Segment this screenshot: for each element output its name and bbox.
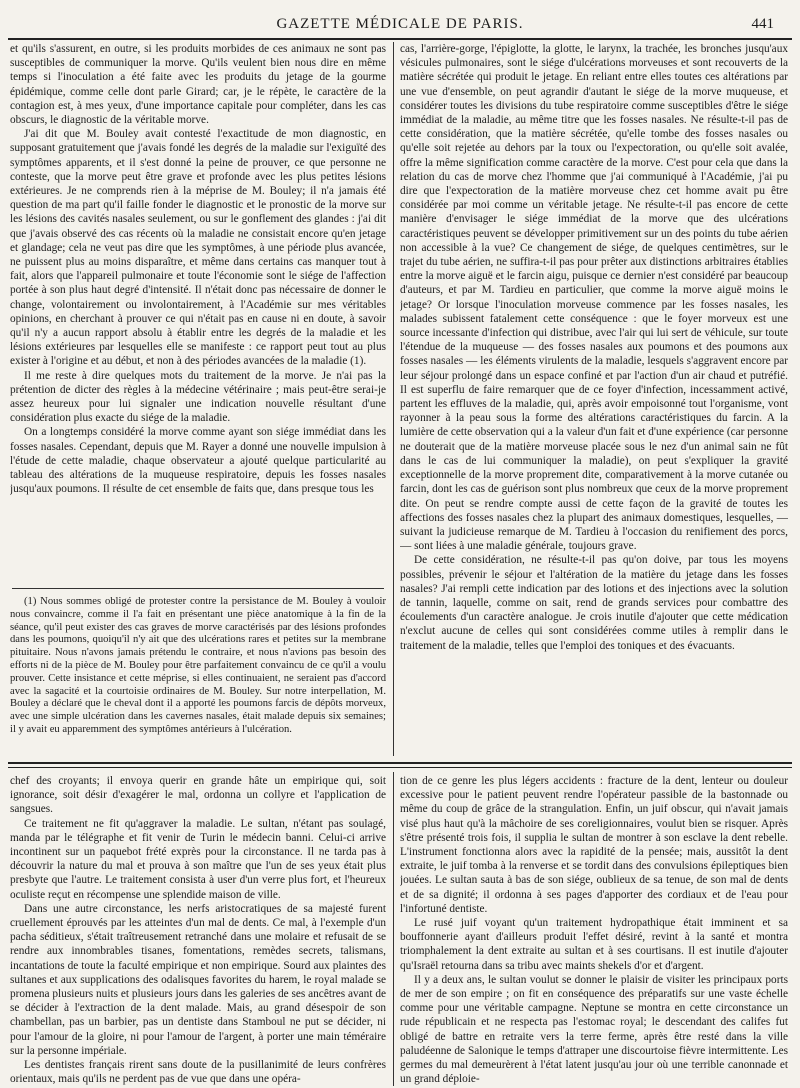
paragraph: Dans une autre circonstance, les nerfs aristocratiques de sa majesté furent cruellement éprouvés par les atteintes d'un mal de dents. Ce mal, à l'exemple d'un pacha séditieux, s'était traîtreusement retranché dans une molaire et refusait de se rendre aux innombrables tisanes, fomentations, remèdes secrets, talismans, incantations de toute la faculté empirique et non empirique. Sourd aux plaintes des sultanes et aux supplications des odalisques favorites du harem, le royal malade se promena plusieurs nuits et plusieurs jours dans les galeries de ses ancêtres avant de se décider à l'extraction de la dent malade. Mais, au grand désespoir de son chambellan, pas un barbier, pas un dentiste dans Stamboul ne put se décider, ni pour l'amour de la gloire, ni pour l'amour de l'argent, à porter une main téméraire sur la personne impériale. <box>10 902 386 1057</box>
paragraph: et qu'ils s'assurent, en outre, si les produits morbides de ces animaux ne sont pas susceptibles de communiquer la morve. Qu'ils veulent bien nous dire en même temps si l'inoculation a été faite avec les produits du jetage de la gourme épidémique, comme celle dont parle Girard; car, je le répète, le caractère de la contagion est, à mes yeux, d'une importance capitale pour compléter, dans les cas obscurs, le diagnostic de la véritable morve. <box>10 43 386 127</box>
paragraph: Il me reste à dire quelques mots du traitement de la morve. Je n'ai pas la prétention de dicter des règles à la médecine vétérinaire ; mais peut-être serai-je assez heureux pour lui signaler une indication nouvelle résultant d'une considération plus exacte du siége de la maladie. <box>10 369 386 425</box>
bottom-column-divider <box>393 772 394 1086</box>
column-divider <box>393 42 394 756</box>
footnote <box>10 596 386 754</box>
paragraph: Les dentistes français rirent sans doute de la pusillanimité de leurs confrères orientaux, mais qu'ils ne perdent pas de vue que dans une opéra- <box>10 1059 386 1086</box>
top-left-column <box>10 42 386 584</box>
paragraph: J'ai dit que M. Bouley avait contesté l'exactitude de mon diagnostic, en supposant gratuitement que j'avais fondé les degrés de la maladie sur l'exiguïté des symptômes apparents, et il s'est donné la peine de prouver, ce que personne ne conteste, que la morve peut être grave et profonde avec les plus petites lésions extérieures. Je ne comprends rien à la méprise de M. Bouley; il n'a jamais été question de ma part qu'il faille fonder le diagnostic et le pronostic de la morve sur les lésions des cavités nasales seulement, ou sur le gonflement des glandes : j'ai dit que j'avais observé des cas récents où la maladie ne consistait encore qu'en jetage et glandage; cela ne veut pas dire que les symptômes, à une période plus avancée, ne puissent plus au moins disparaître, et même dans certains cas manquer tout à fait, alors que l'appareil pulmonaire et toute l'économie sont le siége de l'affection portée à son plus haut degré d'intensité. Il n'était donc pas nécessaire de donner le change, volontairement ou involontairement, à l'Académie sur mes véritables opinions, en cherchant à prouver ce qui n'était pas en cause ni en doute, à savoir qu'il n'y a aucun rapport absolu à établir entre les degrés de la maladie et les lésions extérieures par lesquelles elle se manifeste : ce rapport peut tout au plus exister à l'origine et au début, et non à des périodes avancées de la maladie (1). <box>10 128 386 368</box>
footnote-rule <box>12 588 384 589</box>
paragraph: cas, l'arrière-gorge, l'épiglotte, la glotte, le larynx, la trachée, les bronches jusqu'aux vésicules pulmonaires, sont le siége d'ulcérations morveuses et sont recouverts de la matière sécrétée qui produit le jetage. En reliant entre elles toutes ces altérations par une vue d'ensemble, on peut agrandir d'autant le siége de la morve muqueuse, et considérer toutes les divisions du tube respiratoire comme susceptibles d'être le siége immédiat de la maladie, au même titre que les fosses nasales. Ne résulte-t-il pas de cette considération, que la matière sécrétée, qu'elle tombe des fosses nasales ou qu'elle soit rejetée au dehors par la toux ou l'expectoration, ou qu'elle soit avalée, offre la même signification comme caractère de la morve. C'est pour cela que dans la relation du cas de morve chez l'homme que j'ai communiqué à l'Académie, j'ai pu dire que l'expectoration de la matière morveuse chez cet homme avait pu être considérée par moi comme un véritable jetage. Ne résulte-t-il pas encore de cette manière d'envisager le siége immédiat de la morve que des ulcérations caractéristiques peuvent se développer primitivement sur un des points du tube aérien non accessible à la vue? Ce changement de siége, de quelques centimètres, sur le trajet du tube aérien, ne suffira-t-il pas pour prêter aux distinctions arbitraires établies entre la morve aiguë et le farcin aigu, puisque ce dernier n'est considéré par beaucoup d'auteurs, et par M. Tardieu en particulier, que comme la morve aiguë moins le jetage? Or lorsque l'inoculation morveuse commence par les fosses nasales, les malades subissent fatalement cette conséquence : que le foyer morveux est une source incessante d'infection qui distribue, avec l'air qui lui sert de véhicule, sur toute l'étendue de la muqueuse — des fosses nasales aux poumons et des poumons aux fosses nasales — les éléments virulents de la maladie, lesquels s'aggravent encore par leur séjour prolongé dans un espace confiné et par l'action d'un air chaud et putréfié. Il est superflu de faire remarquer que de ce foyer d'infection, incessamment activé, partent les effluves de la maladie, qui, après avoir empoisonné tout l'organisme, vont rayonner à la peau sous la forme des altérations caractéristiques du farcin. A la lumière de cette observation qui a la valeur d'un fait et d'une expérience (car personne ne douterait que de la matière morveuse placée sous le nez d'un animal sain ne fût dans le cas de lui communiquer la maladie), on peut s'expliquer la gravité exceptionnelle de la morve proprement dite, comparativement à la morve cutanée ou farcin, dont les cas de guérison sont plus nombreux que ceux de la morve proprement dite. On peut se rendre compte aussi de cette façon de la gravité de toutes les affections des fosses nasales chez la plupart des animaux domestiques, lesquelles, — suivant la judicieuse remarque de M. Tardieu à l'occasion du renifiement des porcs, — sont liées à une maladie générale, toujours grave. <box>400 43 788 553</box>
section-rule <box>8 762 792 764</box>
journal-title: GAZETTE MÉDICALE DE PARIS. <box>276 16 524 32</box>
paragraph: On a longtemps considéré la morve comme ayant son siége immédiat dans les fosses nasales. Cependant, depuis que M. Rayer a donné une nouvelle impulsion à l'étude de cette maladie, chaque observateur a ajouté quelque particularité au tableau des altérations de la muqueuse respiratoire, depuis les fosses nasales jusqu'aux poumons. Il résulte de cet ensemble de faits que, dans presque tous les <box>10 426 386 496</box>
paragraph: chef des croyants; il envoya querir en grande hâte un empirique qui, soit ignorance, soit désir d'exagérer le mal, ordonna un collyre et l'application de sangsues. <box>10 775 386 816</box>
paragraph: Ce traitement ne fit qu'aggraver la maladie. Le sultan, n'étant pas soulagé, manda par le télégraphe et fit venir de Turin le médecin banni. Celui-ci arrive incontinent sur un paquebot frété exprès pour la circonstance. Il ne tarda pas à découvrir la nature du mal et prouva à son maître que l'un de ses yeux était plus presbyte que l'autre. Le traitement consista à user d'un verre plus fort, et l'heureux oculiste reçut en récompense une splendide maison de ville. <box>10 817 386 901</box>
bottom-right-column <box>400 774 788 1086</box>
paragraph: Il y a deux ans, le sultan voulut se donner le plaisir de visiter les principaux ports de mer de son empire ; on fit en conséquence des préparatifs sur une vaste échelle comme pour une véritable campagne. Neptune se montra en cette circonstance un rude républicain et ne respecta pas l'estomac royal; le descendant des califes fut obligé de battre en retraite vers la terre ferme, après être resté dans la ville paludéenne de Salonique le temps d'attraper une discourtoise fièvre intermittente. Les germes du mal demeurèrent à l'état latent jusqu'au jour où une terrible canonnade et un grand déploie- <box>400 973 788 1086</box>
top-right-column <box>400 42 788 756</box>
bottom-left-column <box>10 774 386 1086</box>
paragraph: tion de ce genre les plus légers accidents : fracture de la dent, lenteur ou douleur excessive pour le patient peuvent rendre l'opérateur passible de la bastonnade ou même du coup de grâce de la strangulation. Enfin, un juif obscur, qui n'avait jamais visé plus haut qu'à la mâchoire de ses coreligionnaires, voulut bien se risquer. Après s'être présenté trois fois, il supplia le sultan de montrer à son esclave la dent rebelle. L'instrument fonctionna alors avec la rapidité de la pensée; mais, aussitôt la dent extraite, le juif tomba à la renverse et se tordit dans des convulsions épileptiques bien jouées. Le sultan sauta à bas de son siége, oublieux de sa tenue, de son mal de dents et de sa dignité; il ordonna à ses pages d'apporter des cordiaux et de l'eau pour l'infortuné dentiste. <box>400 775 788 915</box>
paragraph: Le rusé juif voyant qu'un traitement hydropathique était imminent et sa bouffonnerie ayant d'ailleurs produit l'effet désiré, revint à la santé et montra triomphalement la dent extraite au sultan et à ses courtisans. Il est inutile d'ajouter qu'Israël retourna dans sa tribu avec maints shekels d'or et d'argent. <box>400 917 788 972</box>
section-rule-thin <box>8 767 792 768</box>
paragraph: De cette considération, ne résulte-t-il pas qu'on doive, par tous les moyens possibles, prévenir le séjour et l'altération de la matière du jetage dans les fosses nasales? J'ai rempli cette indication par des lotions et des injections avec la solution de tannin, laquelle, comme on sait, rend de grands services pour combattre des écoulements d'un caractère analogue. Je crois inutile d'ajouter que cette médication n'exclut aucune de celles qui sont considérées comme utiles à remplir dans le traitement de la maladie, telles que l'emploi des toniques et des évacuants. <box>400 554 788 652</box>
footnote-text: (1) Nous sommes obligé de protester contre la persistance de M. Bouley à vouloir nous convaincre, comme il l'a fait en présentant une pièce anatomique à la fin de la séance, qu'il peut exister des cas graves de morve caractérisés par des lésions profondes dans les poumons, quoiqu'il n'y ait que des ulcérations rares et petites sur la membrane pituitaire. Nous n'avons jamais prétendu le contraire, et nous n'avions pas besoin des efforts ni de la pièce de M. Bouley pour être parfaitement convaincu de ce qu'il a voulu prouver. Cette insistance et cette méprise, si elles continuaient, ne seraient pas d'accord avec la sagacité et la courtoisie ordinaires de M. Bouley. Sur notre interpellation, M. Bouley a déclaré que le cheval dont il a apporté les poumons farcis de dépôts morveux, avec une simple ulcération dans les cavernes nasales, était malade depuis six semaines; il y avait eu apparemment des symptômes antérieurs à l'ulcération. <box>10 596 386 735</box>
header-rule <box>8 38 792 40</box>
page-header <box>10 14 790 36</box>
page-number: 441 <box>751 16 774 32</box>
